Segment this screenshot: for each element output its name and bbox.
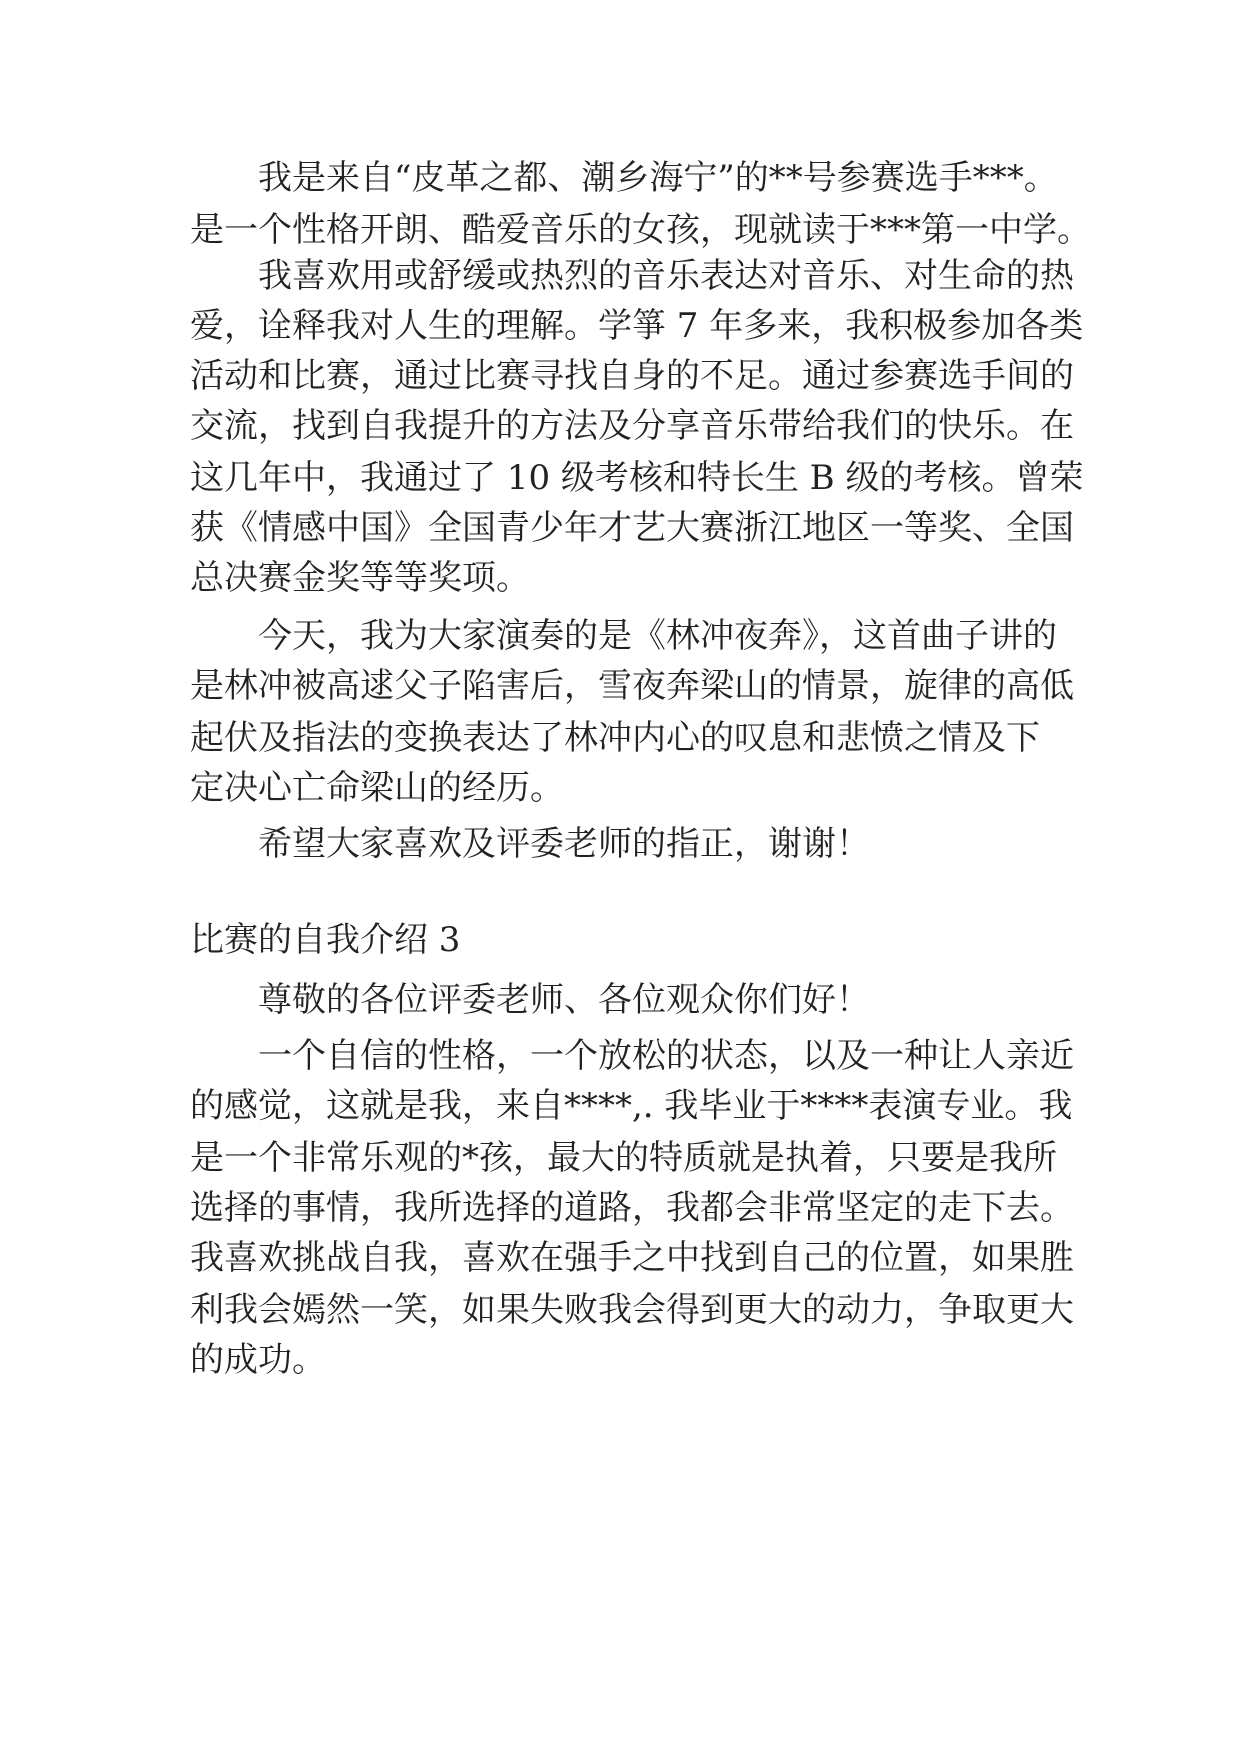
text-line: 我是来自“皮革之都、潮乡海宁”的**号参赛选手***。	[258, 158, 1058, 198]
text-line: 我喜欢用或舒缓或热烈的音乐表达对音乐、对生命的热	[258, 256, 1074, 296]
text-line: 尊敬的各位评委老师、各位观众你们好！	[258, 980, 870, 1020]
text-line: 是一个性格开朗、酷爱音乐的女孩，现就读于***第一中学。	[190, 210, 1091, 250]
text-line: 定决心亡命梁山的经历。	[190, 768, 564, 808]
text-line: 爱，诠释我对人生的理解。学箏 7 年多来，我积极参加各类	[190, 306, 1084, 346]
text-line: 这几年中，我通过了 10 级考核和特长生 B 级的考核。曾荣	[190, 458, 1084, 498]
text-line: 是林冲被高逑父子陷害后，雪夜奔梁山的情景，旋律的高低	[190, 666, 1074, 706]
text-line: 一个自信的性格，一个放松的状态，以及一种让人亲近	[258, 1036, 1074, 1076]
text-line: 的成功。	[190, 1340, 326, 1380]
text-line: 利我会嫣然一笑，如果失败我会得到更大的动力，争取更大	[190, 1290, 1074, 1330]
text-line: 获《情感中国》全国青少年才艺大赛浙江地区一等奖、全国	[190, 508, 1074, 548]
text-line: 今天，我为大家演奏的是《林冲夜奔》，这首曲子讲的	[258, 616, 1057, 656]
text-line: 的感觉，这就是我，来自****,. 我毕业于****表演专业。我	[190, 1086, 1073, 1126]
text-line: 是一个非常乐观的*孩，最大的特质就是执着，只要是我所	[190, 1138, 1057, 1178]
text-line: 我喜欢挑战自我，喜欢在强手之中找到自己的位置，如果胜	[190, 1238, 1074, 1278]
text-line: 起伏及指法的变换表达了林冲内心的叹息和悲愤之情及下	[190, 718, 1040, 758]
section-heading: 比赛的自我介绍 3	[190, 920, 461, 960]
text-line: 交流，找到自我提升的方法及分享音乐带给我们的快乐。在	[190, 406, 1074, 446]
text-line: 选择的事情，我所选择的道路，我都会非常坚定的走下去。	[190, 1188, 1074, 1228]
text-line: 总决赛金奖等等奖项。	[190, 558, 530, 598]
text-line: 活动和比赛，通过比赛寻找自身的不足。通过参赛选手间的	[190, 356, 1074, 396]
text-line: 希望大家喜欢及评委老师的指正，谢谢！	[258, 824, 870, 864]
